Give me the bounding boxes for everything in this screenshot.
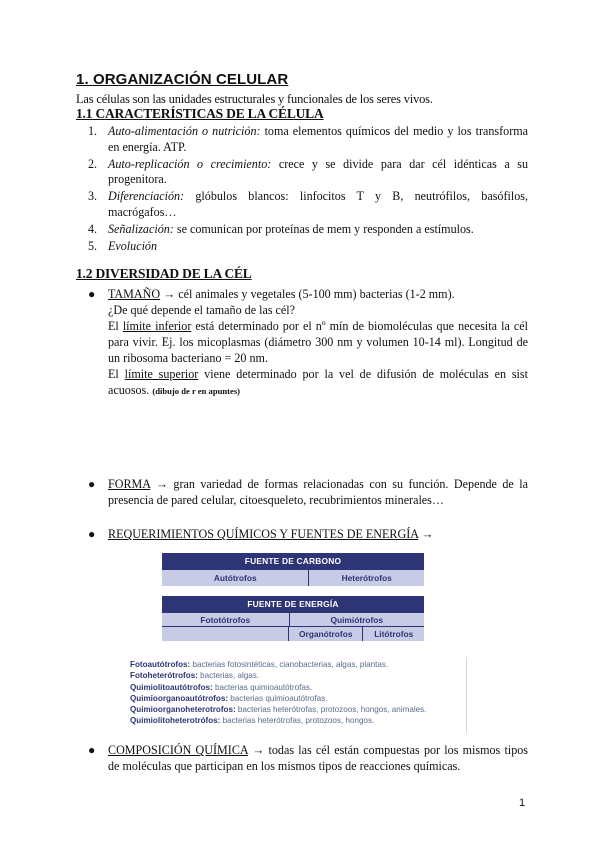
bullet-requerimientos: ● REQUERIMIENTOS QUÍMICOS Y FUENTES DE ENERGÍA → bbox=[88, 527, 434, 541]
list-item: 3. Diferenciación: glóbulos blancos: linfocitos T y B, neutrófilos, basófilos, macrógafos… bbox=[88, 189, 528, 219]
cell-organotrofos: Organótrofos bbox=[289, 626, 363, 641]
cell-autotrofos: Autótrofos bbox=[162, 569, 309, 586]
characteristics-list bbox=[88, 124, 528, 256]
page-number: 1 bbox=[519, 797, 526, 809]
carbon-source-table bbox=[162, 553, 424, 586]
cell-empty bbox=[162, 626, 289, 641]
cell-litotrofos: Litótrofos bbox=[363, 626, 424, 641]
bullet-icon: ● bbox=[88, 287, 96, 301]
legend-item: Quimioorganoautótrofos: bacterias quimioautótrofas. bbox=[130, 693, 328, 703]
legend-item: Fotoautótrofos: bacterias fotosintéticas, cianobacterias, algas, plantas. bbox=[130, 660, 389, 669]
bullet-forma: ● FORMA → gran variedad de formas relacionadas con su función. Depende de la presencia de pared celular, citoesqueleto, recubrimientos minerales… bbox=[88, 477, 528, 507]
legend-item: Fotoheterótrofos: bacterias, algas. bbox=[130, 671, 260, 681]
subsection-title-diversidad: 1.2 DIVERSIDAD DE LA CÉL bbox=[76, 266, 252, 281]
legend-item: Quimioorganoheterotrofos: bacterias heterótrofas, protozoos, hongos, animales. bbox=[130, 705, 427, 715]
cell-fototrofos: Fototótrofos bbox=[162, 612, 290, 626]
cell-quimiotrofos: Quimiótrofos bbox=[290, 612, 424, 626]
energy-source-table bbox=[162, 596, 424, 641]
bullet-icon: ● bbox=[88, 743, 96, 757]
bullet-composicion: ● COMPOSICIÓN QUÍMICA → todas las cél están compuestas por los mismos tipos de moléculas que participan en los mismos tipos de reacciones químicas. bbox=[88, 743, 529, 773]
bullet-icon: ● bbox=[88, 477, 96, 491]
legend-item: Quimiolitoheterotrófos: bacterias heterótrofas, protozoos, hongos. bbox=[130, 716, 375, 726]
carbon-source-header: FUENTE DE CARBONO bbox=[162, 553, 424, 569]
list-item: 5. Evolución bbox=[88, 238, 158, 253]
intro-paragraph: Las células son las unidades estructurales y funcionales de los seres vivos. bbox=[76, 92, 433, 106]
subsection-title-caracteristicas: 1.1 CARACTERÍSTICAS DE LA CÉLULA bbox=[76, 106, 324, 121]
section-title: 1. ORGANIZACIÓN CELULAR bbox=[76, 71, 289, 88]
list-item: 4. Señalización: se comunican por proteínas de mem y responden a estímulos. bbox=[88, 221, 474, 236]
nutrition-types-legend bbox=[130, 657, 467, 733]
bullet-icon: ● bbox=[88, 527, 96, 541]
cell-heterotrofos: Heterótrofos bbox=[309, 569, 424, 586]
energy-source-header: FUENTE DE ENERGÍA bbox=[162, 596, 424, 612]
bullet-tamano: ● TAMAÑO → cél animales y vegetales (5-100 mm) bacterias (1-2 mm). ¿De qué depende el tamaño de las cél? El límite inferior está determinado por el nº mín de biomoléculas que necesita la cél para vivir. Ej. los micoplasmas (diámetro 300 nm y volumen 10-14 ml). Longitud de un ribosoma bacteriano = 20 nm. El límite superior viene determinado por la vel de difusión de moléculas en sist acuosos. (dibujo de r en apuntes) bbox=[88, 287, 528, 397]
legend-item: Quimiolitoautótrofos: bacterias quimioautótrofas. bbox=[130, 682, 313, 692]
list-item: 2. Auto-replicación o crecimiento: crece y se divide para dar cél idénticas a su progenitora. bbox=[88, 156, 528, 187]
list-item: 1. Auto-alimentación o nutrición: toma elementos químicos del medio y los transforma en energía. ATP. bbox=[88, 124, 528, 154]
